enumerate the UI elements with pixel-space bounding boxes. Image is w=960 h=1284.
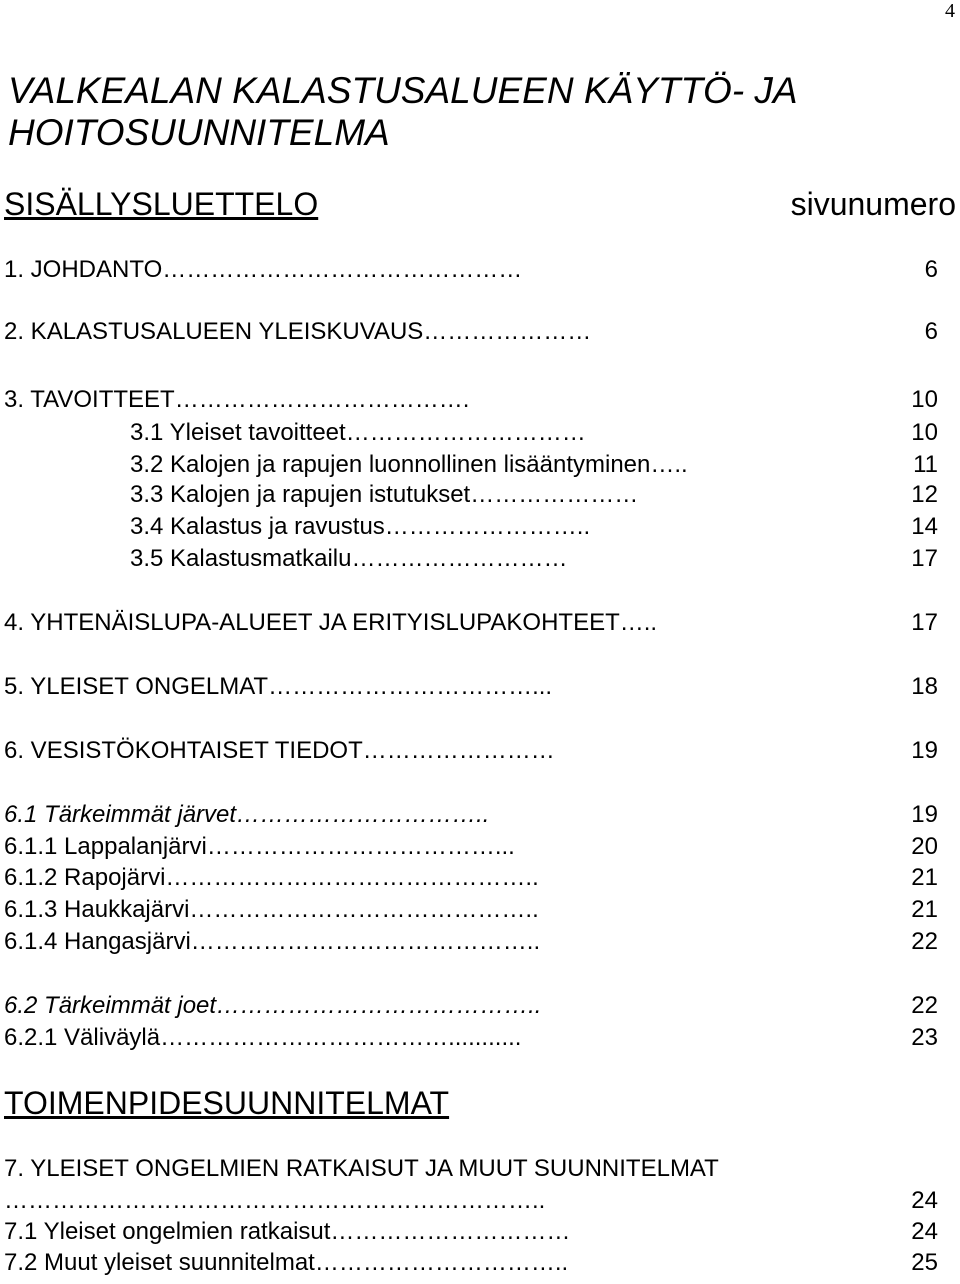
toc-entry-page: 6	[924, 318, 938, 345]
toc-entry-6-1-1	[0, 833, 960, 865]
toc-entry-label: 7.1 Yleiset ongelmien ratkaisut…………………………	[4, 1218, 571, 1245]
toc-entry-7-2	[0, 1249, 960, 1281]
toc-entry-page: 11	[913, 451, 938, 478]
toc-entry-page: 20	[911, 833, 938, 860]
toc-entry-label: 7. YLEISET ONGELMIEN RATKAISUT JA MUUT SUUNNITELMAT	[4, 1155, 719, 1182]
toc-entry-3	[0, 386, 960, 418]
toc-entry-page: 21	[911, 896, 938, 923]
toc-entry-3-5	[0, 545, 960, 577]
toc-entry-6-1-3	[0, 896, 960, 928]
toc-entry-page: 10	[911, 386, 938, 413]
toc-entry-6-1	[0, 801, 960, 833]
toc-entry-page: 25	[911, 1249, 938, 1276]
toc-entry-label: 6.2.1 Väliväylä………………………………...........	[4, 1024, 522, 1051]
toc-entry-5	[0, 673, 960, 705]
toc-entry-4	[0, 609, 960, 641]
page-number: 4	[945, 0, 955, 22]
toc-entry-page: 17	[911, 609, 938, 636]
toc-entry-label: 4. YHTENÄISLUPA-ALUEET JA ERITYISLUPAKOHTEET…..	[4, 609, 658, 636]
toc-entry-label: 6. VESISTÖKOHTAISET TIEDOT……………………	[4, 737, 555, 764]
toc-entry-page: 12	[911, 481, 938, 508]
toc-entry-page: 24	[911, 1218, 938, 1245]
toc-entry-6-1-4	[0, 928, 960, 960]
toc-entry-label: 2. KALASTUSALUEEN YLEISKUVAUS…………………	[4, 318, 592, 345]
toc-entry-label: 3.2 Kalojen ja rapujen luonnollinen lisääntyminen…..	[130, 451, 688, 478]
title-line-1: VALKEALAN KALASTUSALUEEN KÄYTTÖ- JA	[8, 70, 798, 111]
toc-entry-label: 3.3 Kalojen ja rapujen istutukset…………………	[130, 481, 639, 508]
toc-entry-label: 6.1.4 Hangasjärvi……………………………………..	[4, 928, 541, 955]
toc-entry-page: 17	[911, 545, 938, 572]
toc-entry-6-2	[0, 992, 960, 1024]
toc-entry-page: 19	[911, 801, 938, 828]
toc-entry-label: 3.1 Yleiset tavoitteet…………………………	[130, 419, 586, 446]
toc-entry-7	[0, 1155, 960, 1187]
document-title	[8, 70, 798, 154]
toc-entry-1	[0, 256, 960, 288]
toc-entry-page: 22	[911, 928, 938, 955]
toc-entry-page: 23	[911, 1024, 938, 1051]
toc-entry-label: 6.1.3 Haukkajärvi……………………………………..	[4, 896, 539, 923]
toc-entry-7-1	[0, 1218, 960, 1250]
section-heading: TOIMENPIDESUUNNITELMAT	[4, 1085, 450, 1121]
page-column-heading: sivunumero	[790, 186, 956, 222]
toc-entry-3-1	[0, 419, 960, 451]
toc-entry-6	[0, 737, 960, 769]
toc-entry-page: 24	[911, 1187, 938, 1214]
toc-entry-page: 19	[911, 737, 938, 764]
toc-entry-label: 6.2 Tärkeimmät joet…………………………………..	[4, 992, 542, 1019]
toc-entry-label: 3.4 Kalastus ja ravustus……………………..	[130, 513, 591, 540]
toc-entry-label: 6.1 Tärkeimmät järvet…………………………..	[4, 801, 490, 828]
toc-entry-3-4	[0, 513, 960, 545]
toc-entry-2	[0, 318, 960, 350]
toc-entry-3-3	[0, 481, 960, 513]
toc-entry-label: 7.2 Muut yleiset suunnitelmat…………………………..	[4, 1249, 569, 1276]
toc-heading: SISÄLLYSLUETTELO	[4, 186, 319, 222]
toc-entry-3-2	[0, 451, 960, 483]
toc-entry-page: 21	[911, 864, 938, 891]
toc-entry-label: 5. YLEISET ONGELMAT……………………………...	[4, 673, 553, 700]
toc-entry-7-continuation	[0, 1187, 960, 1219]
toc-entry-6-1-2	[0, 864, 960, 896]
toc-entry-label: 6.1.1 Lappalanjärvi………………………………...	[4, 833, 515, 860]
title-line-2: HOITOSUUNNITELMA	[8, 112, 390, 153]
toc-entry-page: 10	[911, 419, 938, 446]
toc-entry-page: 14	[911, 513, 938, 540]
toc-entry-6-2-1	[0, 1024, 960, 1056]
toc-entry-page: 18	[911, 673, 938, 700]
toc-entry-label: 3. TAVOITTEET……………………………….	[4, 386, 470, 413]
toc-entry-label: 3.5 Kalastusmatkailu………………………	[130, 545, 568, 572]
toc-entry-label: 1. JOHDANTO………………………………………	[4, 256, 523, 283]
toc-entry-label: …………………………………………………………..	[4, 1187, 546, 1214]
toc-entry-page: 22	[911, 992, 938, 1019]
toc-entry-page: 6	[924, 256, 938, 283]
toc-entry-label: 6.1.2 Rapojärvi………………………………………..	[4, 864, 539, 891]
